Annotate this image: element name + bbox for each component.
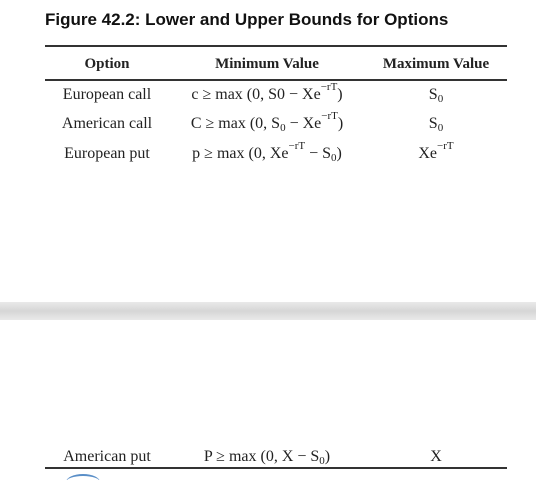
min-close: )	[337, 86, 343, 103]
min-superscript: −rT	[321, 110, 338, 122]
header-minimum-value: Minimum Value	[215, 56, 319, 72]
min-mid: − Xe	[285, 115, 322, 132]
row-european-put-option: European put	[64, 145, 150, 162]
min-superscript: −rT	[288, 140, 306, 152]
max-text: Xe	[418, 145, 438, 162]
row-european-call-min	[169, 81, 365, 103]
table-top-rule	[45, 45, 507, 47]
max-text: S	[428, 115, 438, 132]
min-subscript: 0	[331, 152, 337, 164]
max-text: X	[430, 448, 442, 465]
min-text: p ≥ max (0, Xe	[192, 145, 289, 162]
figure-title: Figure 42.2: Lower and Upper Bounds for Options	[45, 10, 449, 29]
table-bottom-rule	[45, 467, 507, 469]
min-close: )	[324, 448, 331, 465]
row-american-call-max	[365, 116, 507, 132]
row-american-put-option: American put	[63, 448, 151, 465]
header-option: Option	[84, 56, 130, 72]
min-close: )	[337, 115, 344, 132]
row-european-call-max	[365, 87, 507, 103]
row-american-put-min	[169, 449, 365, 465]
row-american-call-option: American call	[61, 115, 153, 132]
row-european-put-max	[365, 140, 507, 162]
max-text: S	[428, 86, 438, 103]
row-american-call-min	[169, 110, 365, 134]
row-european-call-option: European call	[62, 86, 152, 103]
min-text: P ≥ max (0, X − S	[203, 448, 320, 465]
min-text: C ≥ max (0, S	[190, 115, 281, 132]
min-text: c ≥ max (0, S0 − Xe	[191, 86, 321, 103]
max-subscript: 0	[437, 93, 444, 105]
max-superscript: −rT	[437, 140, 454, 152]
min-mid: − S	[305, 145, 331, 162]
max-subscript: 0	[437, 122, 444, 134]
row-american-put-max	[365, 449, 507, 465]
page-separator	[0, 302, 536, 320]
table-header-rule	[45, 79, 507, 81]
header-maximum-value: Maximum Value	[382, 56, 490, 72]
min-subscript: 0	[319, 455, 325, 467]
row-european-put-min	[169, 140, 365, 164]
min-close: )	[336, 145, 342, 162]
min-subscript: 0	[280, 122, 286, 134]
min-superscript: −rT	[320, 81, 338, 93]
